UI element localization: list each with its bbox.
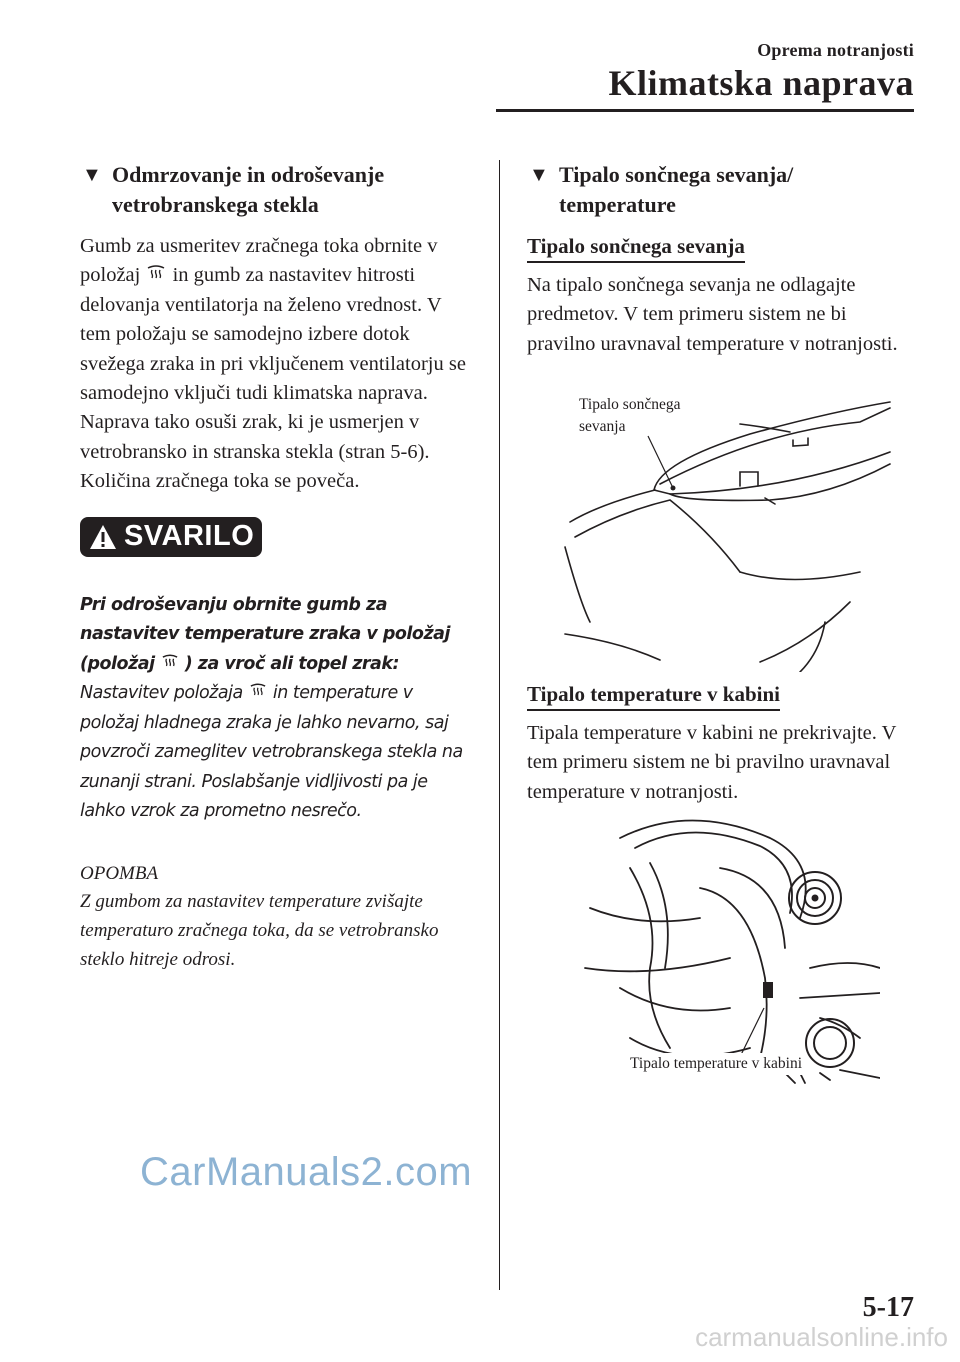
paragraph-part-1: Gumb za usmeritev zračnega toka obrnite v položaj [80, 235, 438, 287]
triangle-bullet-icon: ▼ [82, 164, 102, 186]
warning-label: SVARILO [124, 520, 255, 553]
dashboard-illustration [580, 808, 880, 1088]
figure-cabin-sensor [580, 808, 880, 1088]
fig1-label-line1: Tipalo sončnega [579, 396, 681, 413]
defroster-icon [147, 265, 165, 281]
cabin-sensor-section [527, 680, 917, 807]
page-title: Klimatska naprava [608, 63, 914, 103]
subheading-cabin-sensor: Tipalo temperature v kabini [527, 680, 780, 711]
warning-bold-1: Pri odroševanju obrnite gumb za nastavitev temperature zraka v položaj (položaj [80, 594, 450, 674]
heading-line-1: Tipalo sončnega sevanja/ [559, 162, 794, 187]
right-column [527, 160, 917, 359]
note-text: Z gumbom za nastavitev temperature zvišajte temperaturo zračnega toka, da se vetrobransko steklo hitreje odrosi. [80, 890, 439, 970]
warning-block [80, 517, 500, 827]
warning-bold-2: ) za vroč ali topel zrak: [184, 653, 399, 674]
figure-sun-sensor [560, 372, 920, 672]
warning-body [80, 679, 472, 827]
note-label: OPOMBA [80, 862, 159, 884]
section-heading-sensors [527, 160, 917, 220]
heading-line-2: vetrobranskega stekla [112, 192, 319, 217]
cabin-sensor-paragraph: Tipala temperature v kabini ne prekrivajte. V tem primeru sistem ne bi pravilno uravnaval temperature v notranjosti. [527, 722, 897, 803]
warning-heading [80, 591, 470, 680]
subheading-sun-sensor: Tipalo sončnega sevanja [527, 232, 745, 263]
heading-line-2: temperature [559, 192, 676, 217]
triangle-bullet-icon: ▼ [529, 164, 549, 186]
defroster-icon [250, 683, 266, 698]
section-heading-defrost [80, 160, 500, 220]
figure-label-cabin-sensor: Tipalo temperature v kabini [628, 1053, 804, 1075]
watermark: CarManuals2.com [140, 1150, 473, 1194]
left-column [80, 160, 500, 974]
heading-line-1: Odmrzovanje in odroševanje [112, 162, 385, 187]
footer-site-watermark: carmanualsonline.info [695, 1322, 948, 1352]
figure-label-sun-sensor [579, 394, 680, 438]
header-rule [496, 109, 914, 112]
defrost-paragraph [80, 232, 472, 497]
sun-sensor-paragraph: Na tipalo sončnega sevanja ne odlagajte predmetov. V tem primeru sistem ne bi pravilno uravnaval temperature v notranjosti. [527, 274, 898, 355]
warning-triangle-icon [88, 523, 118, 551]
defroster-icon [162, 654, 178, 669]
section-label: Oprema notranjosti [757, 40, 914, 60]
warning-text-2: in temperature v položaj hladnega zraka je lahko nevarno, saj povzroči zameglitev vetrobranskega stekla na zunanji strani. Poslabšanje vidljivosti pa je lahko vzrok za prometno nesrečo. [80, 683, 463, 822]
warning-badge [80, 517, 262, 557]
page-number: 5-17 [862, 1292, 914, 1323]
fig1-label-line2: sevanja [579, 418, 626, 435]
subheading-sun-sensor-wrap [527, 232, 917, 263]
warning-text-1: Nastavitev položaja [80, 683, 243, 704]
paragraph-part-2: in gumb za nastavitev hitrosti delovanja ventilatorja na želeno vrednost. V tem položaju se samodejno izbere dotok svežega zraka in pri vključenem ventilatorju se samodejno vključi tudi klimatska naprava. Naprava tako osuši zrak, ki je usmerjen v vetrobransko in stranska stekla (stran 5-6). Količina zračnega toka se poveča. [80, 264, 466, 493]
